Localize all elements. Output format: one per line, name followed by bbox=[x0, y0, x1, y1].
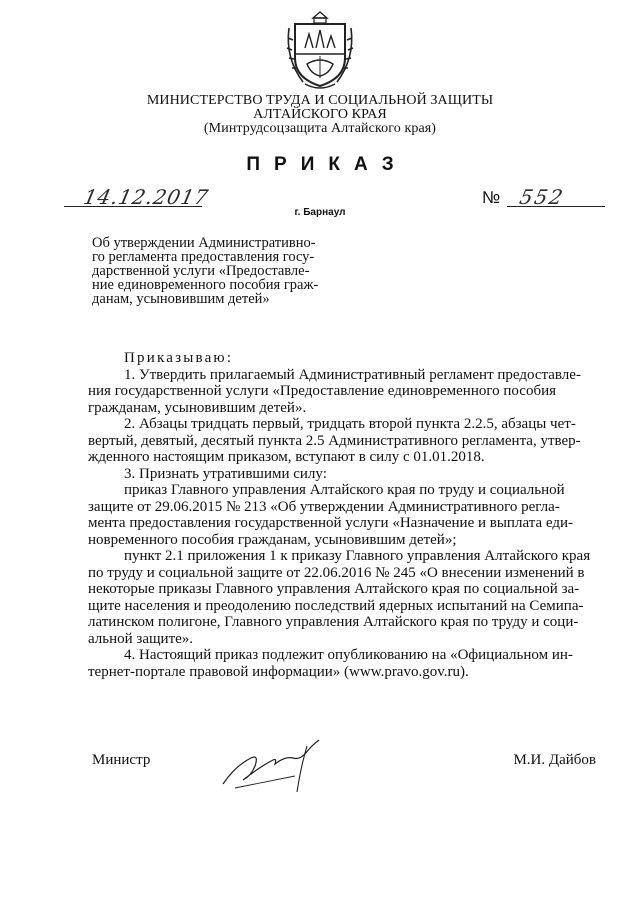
order-paragraph-2: 2. Абзацы тридцать первый, тридцать второй пункта 2.2.5, абзацы чет- вертый, девятый, десятый пункта 2.5 Административного регламента, утвер- жденного настоящим приказом, вступают в силу с 01.01.2018. bbox=[88, 416, 581, 465]
ministry-name-line1: МИНИСТЕРСТВО ТРУДА И СОЦИАЛЬНОЙ ЗАЩИТЫ bbox=[146, 93, 494, 108]
order-paragraph-3b: пункт 2.1 приложения 1 к приказу Главного управления Алтайского края по труду и социальной защите от 22.06.2016 № 245 «О внесении изменений в некоторые приказы Главного управления Алтайского края по социальной за- щите населения и преодолению последствий ядерных испытаний на Семипа- латинском полигоне, Главного управления Алтайского края по труду и соци- альной защите». bbox=[88, 548, 591, 647]
order-paragraph-3: 3. Признать утратившими силу: bbox=[124, 465, 327, 482]
order-number-label: № bbox=[482, 188, 501, 207]
handwritten-signature bbox=[215, 736, 325, 796]
order-body bbox=[88, 350, 598, 680]
order-city: г. Барнаул bbox=[294, 207, 346, 218]
ministry-header bbox=[120, 94, 520, 136]
signatory-name: М.И. Дайбов bbox=[513, 752, 596, 768]
order-intro: Приказываю: bbox=[124, 350, 234, 366]
ministry-short-name: (Минтрудсоцзащита Алтайского края) bbox=[203, 121, 437, 136]
order-paragraph-4: 4. Настоящий приказ подлежит опубликованию на «Официальном ин- тернет-портале правовой информации» (www.pravo.gov.ru). bbox=[88, 647, 573, 680]
order-date: 14.12.2017 bbox=[81, 185, 212, 209]
order-paragraph-1: 1. Утвердить прилагаемый Административный регламент предоставле- ния государственной услуги «Предоставление единовременного пособия гражданам, усыновившим детей». bbox=[88, 366, 581, 416]
signatory-role: Министр bbox=[92, 752, 151, 768]
altai-coat-of-arms-emblem bbox=[283, 8, 357, 90]
order-subject: Об утверждении Административно- го регламента предоставления госу- дарственной услуги «Предоставле- ние единовременного пособия граж- данам, усыновившим детей» bbox=[92, 235, 319, 307]
ministry-name-line2: АЛТАЙСКОГО КРАЯ bbox=[253, 107, 387, 122]
order-paragraph-3a: приказ Главного управления Алтайского края по труду и социальной защите от 29.06.2015 № 213 «Об утверждении Административного регла- мента предоставления государственной услуги «Назначение и выплата еди- новременного пособия гражданам, усыновившим детей»; bbox=[88, 482, 573, 548]
document-title: ПРИКАЗ bbox=[246, 154, 408, 175]
order-number: 552 bbox=[517, 185, 567, 209]
